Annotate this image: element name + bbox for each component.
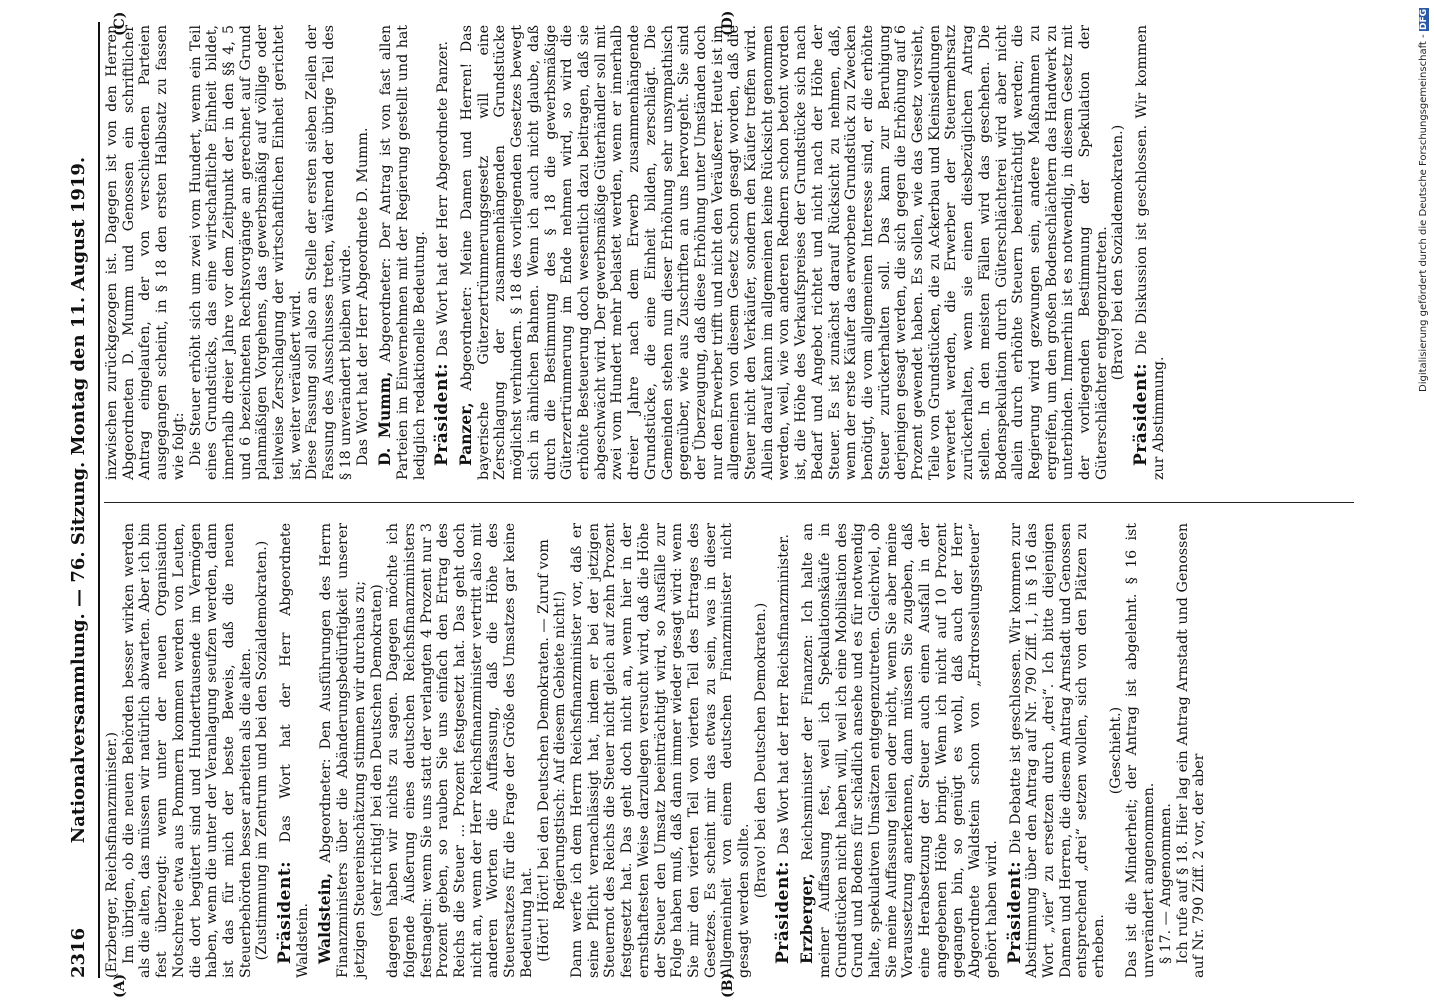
speech-paragraph xyxy=(1004,523,1108,978)
interjection: (Zustimmung im Zentrum und bei den Sozialdemokraten.) xyxy=(254,540,271,961)
speech-paragraph xyxy=(799,523,1000,978)
speech-text: Reichsminister der Finanzen: Ich halte an meiner Auffassung fest, weil ich Spekulationskäufe in Grundstücken nicht haben will, weil ich eine Mobilisation des Grund und Bodens für schädlich ansehe und es für notwendig halte, spekulativen Umsätzen entgegenzutreten. Gleichviel, ob Sie meine Auffassung teilen oder nicht, wenn Sie aber meine Voraussetzung anerkennen, dann müssen Sie zugeben, daß eine Herabsetzung der Steuer auch einen Ausfall in der angegebenen Höhe bringt. Wenn ich nicht auf 10 Prozent gegangen bin, so genügt es wohl, daß auch der Herr Abgeordnete Waldstein schon von „Erdrosselungssteuer“ gehört haben wird. xyxy=(800,523,1000,978)
speech-paragraph xyxy=(317,523,368,978)
speech-paragraph xyxy=(458,25,1110,480)
header-rule xyxy=(98,22,100,978)
speech-text: Abgeordneter: Meine Damen und Herren! Das bayerische Güterzertrümmerungsgesetz will eine Zerschlagung der zusammenhängenden Grundstücke möglichst verhindern. § 18 des vorliegenden Gesetzes bewegt sich in ähnlichen Bahnen. Wenn ich auch nicht glaube, daß durch die Bestimmung des § 18 die gewerbsmäßige Güterzertrümmerung im Ende nehmen wird, so wird die erhöhte Besteuerung doch wesentlich dazu beitragen, daß sie abgeschwächt wird. Der gewerbsmäßige Güterhändler soll mit zwei vom Hundert mehr belastet werden, wenn er innerhalb dreier Jahre nach dem Erwerb zusammenhängende Grundstücke, die eine Einheit bilden, zerschlägt. Die Gemeinden stehen nun dieser Erhöhung sehr unsympathisch gegenüber, wie aus Zuschriften an uns hervorgeht. Sie sind der Überzeugung, daß diese Erhöhung unter Umständen doch nur den Erwerber trifft und nicht den Veräußerer. Heute ist im allgemeinen von diesem Gesetz schon gesagt worden, daß die Steuer nicht den Verkäufer, sondern den Käufer treffen wird. Allein darauf kann im allgemeinen keine Rücksicht genommen werden, weil, wie von anderen Rednern schon betont worden ist, die Höhe des Verkaufspreises der Grundstücke sich nach Bedarf und Angebot richtet und nicht nach der Höhe der Steuer. Es ist zunächst darauf Rücksicht zu nehmen, daß, wenn der erste Käufer das erworbene Grundstück zu Zwecken benötigt, die vom allgemeinen Interesse sind, er die erhöhte Steuer zurückerhalten soll. Das kann zur Beruhigung derjenigen gesagt werden, die sich gegen die Erhöhung auf 6 Prozent gewendet haben. Es sollen, wie das Gesetz vorsieht, Teile von Grundstücken, die zu Ackerbau und Kleinsiedlungen verwertet werden, die Erwerber der Steuermehrsatz zurückerhalten, wenn sie einen diesbezüglichen Antrag stellen. In den meisten Fällen wird das geschehen. Die Bodenspekulation durch Güterschlächterei wird aber nicht allein durch erhöhte Steuern beeinträchtigt werden; die Regierung wird gezwungen sein, andere Maßnahmen zu ergreifen, um den großen Bodenschlächtern das Handwerk zu unterbinden. Immerhin ist es notwendig, in diesem Gesetz mit der vorliegenden Bestimmung der Spekulation der Güterschlächter entgegenzutreten. xyxy=(459,24,1110,480)
speech-text: Abgeordneter: Der Antrag ist von fast allen Parteien im Einvernehmen mit der Regierung gestellt und hat lediglich redaktionelle Bedeutung. xyxy=(378,24,428,480)
body-paragraph: § 17. — Angenommen. xyxy=(1157,803,1174,964)
body-paragraph: Das ist die Minderheit; der Antrag ist abgelehnt. § 16 ist unverändert angenommen. xyxy=(1124,523,1158,978)
speaker-name: Panzer, xyxy=(456,390,476,466)
speech-paragraph xyxy=(377,25,428,480)
body-paragraph: Das Wort hat der Herr Abgeordnete D. Mumm. xyxy=(354,127,371,466)
president-label: Präsident: xyxy=(1004,854,1025,964)
column-divider xyxy=(104,502,1354,503)
speaker-name: Waldstein, xyxy=(315,862,335,964)
body-paragraph: Diese Fassung soll also an Stelle der ersten sieben Zeilen der Fassung des Ausschusses treten, während der übrige Teil des § 18 unverändert bleiben würde. xyxy=(304,25,354,480)
left-column xyxy=(104,523,1354,978)
president-label: Präsident: xyxy=(1131,354,1152,466)
body-paragraph: Die Steuer erhöht sich um zwei vom Hundert, wenn ein Teil eines Grundstücks, das eine wirtschaftliche Einheit bildet, innerhalb dreier Jahre vor dem Zeitpunkt der in den §§ 4, 5 und 6 bezeichneten Rechtsvorgänge an gerechnet auf Grund planmäßigen Vorgehens, das gewerbsmäßig auf völlige oder teilweise Zerschlagung der wirtschaftlichen Einheit gerichtet ist, weiter veräußert wird. xyxy=(187,25,304,480)
speech-text: Die Diskussion ist geschlossen. Wir kommen zur Abstimmung. xyxy=(1134,25,1167,480)
body-paragraph: inzwischen zurückgezogen ist. Dagegen ist von den Herren Abgeordneten D. Mumm und Genossen ein schriftlicher Antrag eingelaufen, der von verschiedenen Parteien ausgegangen scheint, in § 18 den ersten Halbsatz zu fassen wie folgt: xyxy=(104,25,187,480)
margin-mark-d: (D) xyxy=(720,10,736,36)
speech-text: Das Wort hat der Herr Reichsfinanzminister. xyxy=(776,533,793,855)
body-paragraph: Ich rufe auf § 18. Hier lag ein Antrag Arnstadt und Genossen auf Nr. 790 Ziff. 2 vor, der aber xyxy=(1174,523,1208,978)
right-column xyxy=(104,25,1354,480)
body-paragraph: Im übrigen, ob die neuen Behörden besser wirken werden als die alten, das müssen wir natürlich abwarten. Aber ich bin fest überzeugt: wenn unter der neuen Organisation Notschreie etwa aus Pommern kommen werden von Leuten, die dort begütert sind und Hunderttausende im Vermögen haben, wenn die unter der Veranlagung seufzen werden, dann ist das für mich der beste Beweis, daß die neuen Steuerbehörden besser arbeiten als die alten. xyxy=(120,523,254,978)
interjection: (Bravo! bei den Sozialdemokraten.) xyxy=(1110,124,1127,381)
speech-text: Das Wort hat der Herr Abgeordnete Panzer. xyxy=(435,40,452,357)
interjection: (Geschieht.) xyxy=(1107,706,1124,795)
speech-paragraph xyxy=(1133,25,1167,480)
body-paragraph: dagegen haben wir nichts zu sagen. Dagegen möchte ich folgende Äußerung eines deutschen Reichsfinanzministers festnageln: wenn Sie uns statt der verlangten 4 Prozent nur 3 Prozent geben, so rauben Sie uns einfach den Ertrag des Reichs die Steuer ... Prozent festgesetzt hat. Das geht doch nicht an, wenn der Herr Reichsfinanzminister vertritt also mit anderen Worten die Auffassung, daß die Höhe des Steuersatzes für die Frage der Größe des Umsatzes gar keine Bedeutung hat. xyxy=(385,523,535,978)
speech-text: Die Debatte ist geschlossen. Wir kommen zur Abstimmung über den Antrag auf Nr. 790 Ziff. 1, in § 16 das Wort „vier“ zu ersetzen durch „drei“. Ich bitte diejenigen Damen und Herren, die diesem Antrag Arnstadt und Genossen entsprechend „drei“ setzen wollen, sich von den Plätzen zu erheben. xyxy=(1007,523,1108,978)
body-paragraph: Dann werfe ich dem Herrn Reichsfinanzminister vor, daß er seine Pflicht vernachlässigt hat, indem er bei der jetzigen Steuernot des Reichs die Steuer nicht gleich auf zehn Prozent festgesetzt hat. Das geht doch nicht an, wenn hier in der ernsthaftesten Weise darzulegen versucht wird, daß die Höhe der Steuer den Umsatz beeinträchtigt wird, so Ausfälle zur Folge haben muß, daß dann immer wieder gesagt wird: wenn Sie mir den vierten Teil von vierten Teil des Ertrages des Gesetzes. Es scheint mir das etwas zu sein, was in dieser Allgemeinheit von einem deutschen Finanzminister nicht gesagt werden sollte. xyxy=(568,523,753,978)
speech-text: Das Wort hat der Herr Abgeordnete Waldstein. xyxy=(278,523,311,978)
page-number: 2316 xyxy=(68,927,89,978)
running-title: Nationalversammlung. — 76. Sitzung. Montag den 11. August 1919. xyxy=(68,156,89,844)
speech-paragraph xyxy=(434,25,452,480)
interjection: (sehr richtig! bei den Deutschen Demokraten) xyxy=(368,584,385,917)
digitization-note xyxy=(1418,8,1429,588)
body-paragraph: (Erzberger, Reichsfinanzminister.) xyxy=(104,731,120,978)
digitization-text: Digitalisierung gefördert durch die Deutsche Forschungsgemeinschaft - xyxy=(1418,34,1429,392)
running-header xyxy=(62,22,96,978)
margin-mark-c: (C) xyxy=(112,11,128,36)
speech-paragraph xyxy=(277,523,311,978)
president-label: Präsident: xyxy=(773,854,794,964)
speaker-name: D. Mumm, xyxy=(375,362,395,466)
interjection: (Bravo! bei den Deutschen Demokraten.) xyxy=(752,602,769,899)
president-label: Präsident: xyxy=(432,356,453,466)
speaker-name: Erzberger, xyxy=(797,860,817,964)
margin-mark-b: (B) xyxy=(720,972,736,998)
president-label: Präsident: xyxy=(275,842,296,964)
interjection: (Hört! Hört! bei den Deutschen Demokraten. — Zuruf vom Regierungstisch: Auf diesem Gebiete nicht!) xyxy=(535,539,569,962)
margin-mark-a: (A) xyxy=(112,973,128,998)
speech-text: Abgeordneter: Den Ausführungen des Herrn Finanzministers über die Abänderungsbedürftigkeit unserer jetzigen Steuereinschätzung stimmen wir durchaus zu; xyxy=(318,523,368,978)
dfg-badge: DFG xyxy=(1419,9,1429,31)
speech-paragraph xyxy=(775,523,793,978)
